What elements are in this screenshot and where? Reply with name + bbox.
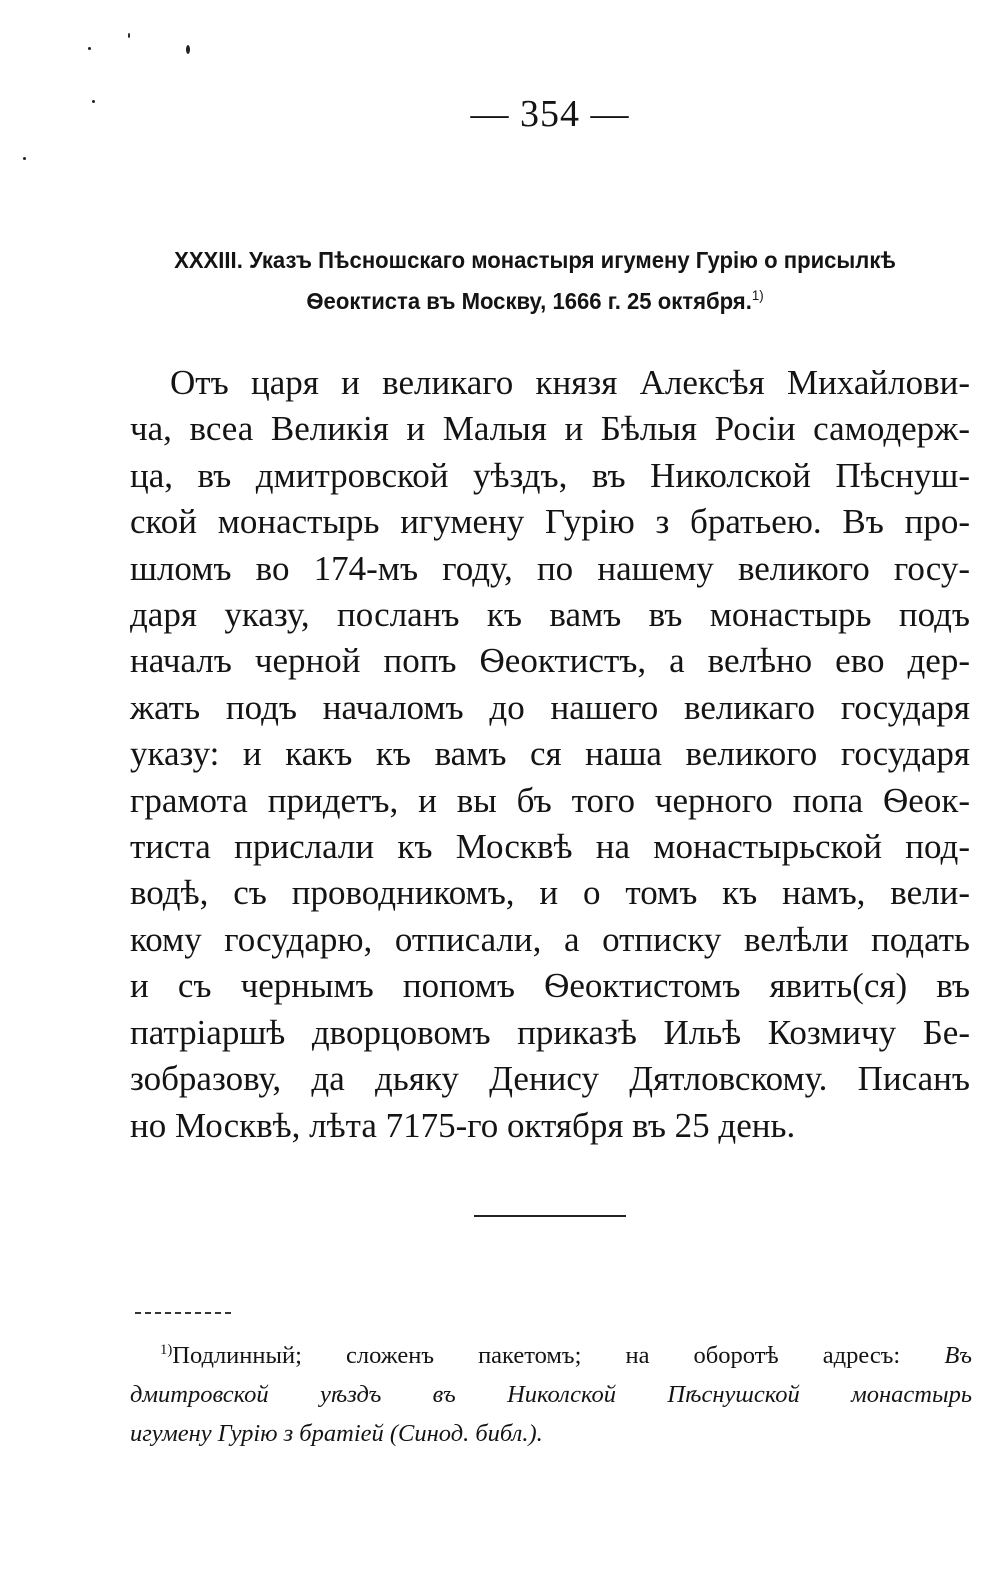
footnote-address: Въ (944, 1342, 972, 1369)
body-line: началъ черной попъ Ѳеоктистъ, а велѣно ево дер- (130, 641, 970, 681)
document-heading (121, 240, 948, 322)
footnote (130, 1336, 972, 1453)
footnote-text: Подлинный; сложенъ пакетомъ; на оборотѣ адресъ: (172, 1342, 945, 1369)
body-line: и съ чернымъ попомъ Ѳеоктистомъ явить(ся) въ (130, 966, 970, 1006)
body-line: водѣ, съ проводникомъ, и о томъ къ намъ, вели- (130, 873, 970, 913)
print-speck (23, 157, 26, 160)
body-line: ской монастырь игумену Гурію з братьею. Въ про- (130, 502, 970, 542)
body-line: грамота придетъ, и вы бъ того черного попа Ѳеок- (130, 780, 970, 820)
footnote-address: дмитровской уѣздъ въ Николской Пѣснушской монастырь (130, 1381, 972, 1408)
section-end-rule (474, 1215, 626, 1217)
heading-line: XXXIII. Указъ Пѣсношскаго монастыря игумену Гурію о присылкѣ (174, 247, 896, 273)
body-line: тиста прислали къ Москвѣ на монастырьской под- (130, 827, 970, 867)
footnote-separator (135, 1312, 231, 1314)
body-line: указу: и какъ къ вамъ ся наша великого государя (130, 734, 970, 774)
body-line: ца, въ дмитровской уѣздъ, въ Николской Пѣснуш- (130, 455, 970, 495)
footnote-line (130, 1375, 972, 1414)
body-line: зобразову, да дьяку Денису Дятловскому. Писанъ (130, 1059, 970, 1099)
body-line: даря указу, посланъ къ вамъ въ монастырь подъ (130, 595, 970, 635)
body-line: шломъ во 174-мъ году, по нашему великого госу- (130, 548, 970, 588)
body-line: ча, всеа Великія и Малыя и Бѣлыя Росіи самодерж- (130, 409, 970, 449)
heading-line-with-ref (121, 281, 948, 322)
print-speck (186, 45, 190, 54)
footnote-line (130, 1336, 972, 1375)
body-line: жать подъ началомъ до нашего великаго государя (130, 687, 970, 727)
print-speck (88, 47, 91, 50)
print-speck (128, 33, 130, 38)
body-line: кому государю, отписали, а отписку велѣли подать (130, 919, 970, 959)
body-line: но Москвѣ, лѣта 7175-го октября въ 25 день. (130, 1105, 796, 1145)
document-body (130, 360, 970, 1149)
heading-line: Ѳеоктиста въ Москву, 1666 г. 25 октября. (306, 288, 752, 314)
footnote-reference: 1) (751, 287, 764, 304)
footnote-address: игумену Гурію з братіей (Синод. библ.). (130, 1420, 543, 1447)
body-line: Отъ царя и великаго князя Алексѣя Михайлови- (170, 363, 970, 402)
footnote-marker: 1) (160, 1341, 173, 1358)
footnote-line (130, 1414, 972, 1453)
page-number: — 354 — (470, 93, 630, 135)
body-line: патріаршѣ дворцовомъ приказѣ Ильѣ Козмичу Бе- (130, 1012, 970, 1052)
